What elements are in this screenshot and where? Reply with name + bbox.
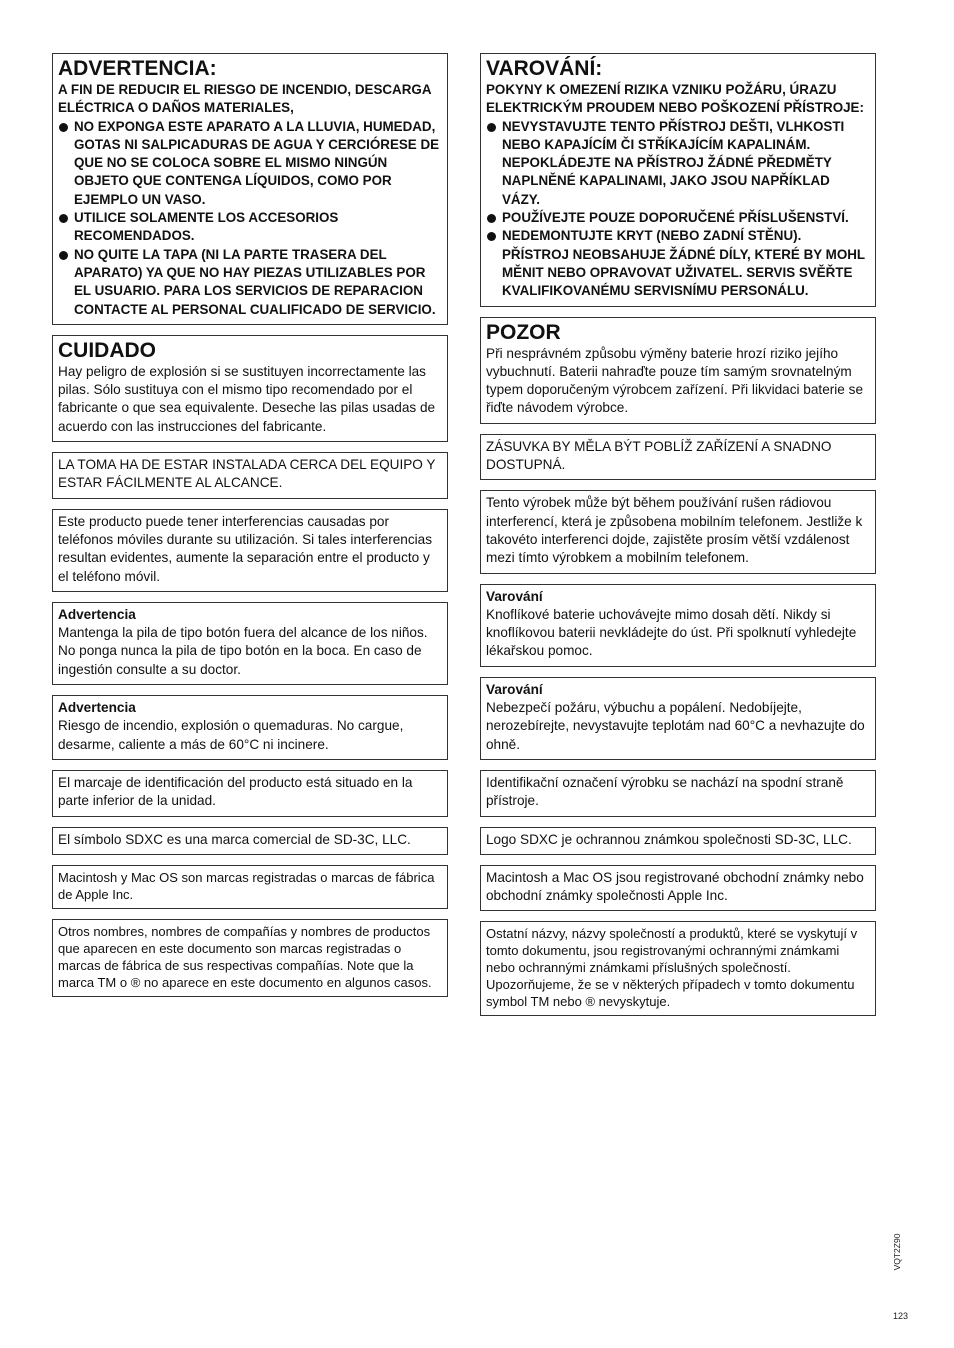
varovani-bullet-text: NEDEMONTUJTE KRYT (NEBO ZADNÍ STĚNU). PŘÍSTROJ NEOBSAHUJE ŽÁDNÉ DÍLY, KTERÉ BY MOHL MĚNIT NEBO OPRAVOVAT UŽIVATEL. SERVIS SVĚŘTE KVALIFIKOVANÉMU SERVISNÍMU PERSONÁLU. [502, 228, 865, 299]
mac-box [52, 865, 448, 909]
right-column [480, 53, 876, 1026]
cuidado-box [52, 335, 448, 442]
zasuvka-text: ZÁSUVKA BY MĚLA BÝT POBLÍŽ ZAŘÍZENÍ A SNADNO DOSTUPNÁ. [486, 438, 832, 473]
oznaceni-text: Identifikační označení výrobku se nachází na spodní straně přístroje. [486, 774, 844, 809]
sdxc-cz-box [480, 827, 876, 855]
interferencias-text: Este producto puede tener interferencias causadas por teléfonos móviles durante su utilización. Si tales interferencias resultan evidentes, aumente la separación entre el producto y el teléfono móvil. [58, 513, 433, 584]
bullet-dot-icon [487, 232, 496, 241]
varovani-box [480, 53, 876, 307]
left-column [52, 53, 448, 1007]
toma-text: LA TOMA HA DE ESTAR INSTALADA CERCA DEL EQUIPO Y ESTAR FÁCILMENTE AL ALCANCE. [58, 457, 436, 491]
varovani-baterie-box [480, 584, 876, 667]
otros-text: Otros nombres, nombres de compañías y nombres de productos que aparecen en este documento son marcas registradas o marcas de fábrica de sus respectivas compañías. Note que la marca TM o ® no aparece en este documento en algunos casos. [58, 923, 432, 990]
interferencias-box [52, 509, 448, 592]
advertencia-incendio-title: Advertencia [58, 700, 136, 716]
varovani-pozar-text: Nebezpečí požáru, výbuchu a popálení. Nedobíjejte, nerozebírejte, nevystavujte teplotám nad 60°C a nevhazujte do ohně. [486, 700, 865, 752]
pozor-text: Při nesprávném způsobu výměny baterie hrozí riziko jejího vybuchnutí. Baterii nahraďte pouze tím samým srovnatelným typem doporučeným výrobcem zařízení. Při likvidaci baterie se řiďte návodem výrobce. [486, 345, 864, 416]
ostatni-box [480, 921, 876, 1016]
varovani-bullet-list [486, 118, 870, 301]
advertencia-bullet-text: NO EXPONGA ESTE APARATO A LA LLUVIA, HUMEDAD, GOTAS NI SALPICADURAS DE AGUA Y CERCIÓRESE DE QUE NO SE COLOCA SOBRE EL MISMO NINGÚN OBJETO QUE CONTENGA LÍQUIDOS, COMO POR EJEMPLO UN VASO. [74, 118, 440, 207]
zasuvka-box [480, 434, 876, 481]
varovani-heading: VAROVÁNÍ: [486, 57, 603, 80]
toma-box [52, 452, 448, 499]
varovani-pozar-box [480, 677, 876, 760]
advertencia-incendio-box [52, 695, 448, 760]
ruseni-box [480, 490, 876, 573]
marcaje-text: El marcaje de identificación del producto está situado en la parte inferior de la unidad. [58, 774, 413, 809]
advertencia-bullet [58, 118, 442, 209]
mac-text: Macintosh y Mac OS son marcas registradas o marcas de fábrica de Apple Inc. [58, 869, 435, 902]
varovani-bullet [486, 227, 870, 300]
bullet-dot-icon [59, 251, 68, 260]
pozor-heading: POZOR [486, 320, 561, 344]
advertencia-bullet-list [58, 118, 442, 319]
cuidado-text: Hay peligro de explosión si se sustituyen incorrectamente las pilas. Sólo sustituya con el mismo tipo recomendado por el fabricante o que sea equivalente. Deseche las pilas usadas de acuerdo con las instrucciones del fabricante. [58, 363, 436, 434]
page-number: 123 [892, 1311, 908, 1321]
mac-cz-box [480, 865, 876, 912]
advertencia-pila-box [52, 602, 448, 685]
document-code-text: VQT2Z90 [892, 1233, 902, 1271]
varovani-bullet-text: POUŽÍVEJTE POUZE DOPORUČENÉ PŘÍSLUŠENSTVÍ. [502, 210, 849, 226]
varovani-bullet-text: NEVYSTAVUJTE TENTO PŘÍSTROJ DEŠTI, VLHKOSTI NEBO KAPAJÍCÍM ČI STŘÍKAJÍCÍM KAPALINÁM. NEPOKLÁDEJTE NA PŘÍSTROJ ŽÁDNÉ PŘEDMĚTY NAPLNĚNÉ KAPALINAMI, JAKO JSOU NAPŘÍKLAD VÁZY. [502, 118, 845, 207]
bullet-dot-icon [487, 123, 496, 132]
advertencia-bullet [58, 246, 442, 319]
oznaceni-box [480, 770, 876, 817]
document-code [884, 1222, 910, 1282]
sdxc-box [52, 827, 448, 855]
varovani-bullet [486, 118, 870, 209]
ostatni-text: Ostatní názvy, názvy společností a produktů, které se vyskytují v tomto dokumentu, jsou registrovanými ochrannými známkami nebo ochrannými známkami příslušných společností. Upozorňujeme, že se v některých případech v tomto dokumentu symbol TM nebo ® nevyskytuje. [486, 926, 858, 1010]
advertencia-box [52, 53, 448, 325]
varovani-pozar-title: Varování [486, 681, 543, 697]
varovani-baterie-text: Knoflíkové baterie uchovávejte mimo dosah dětí. Nikdy si knoflíkovou baterii nevkládejte do úst. Při spolknutí vyhledejte lékařskou pomoc. [486, 606, 857, 659]
mac-cz-text: Macintosh a Mac OS jsou registrované obchodní známky nebo obchodní známky společnosti Apple Inc. [486, 869, 864, 904]
marcaje-box [52, 770, 448, 817]
advertencia-bullet-text: NO QUITE LA TAPA (NI LA PARTE TRASERA DEL APARATO) YA QUE NO HAY PIEZAS UTILIZABLES POR EL USUARIO. PARA LOS SERVICIOS DE REPARACION CONTACTE AL PERSONAL CUALIFICADO DE SERVICIO. [74, 246, 436, 317]
otros-box [52, 919, 448, 997]
varovani-intro: POKYNY K OMEZENÍ RIZIKA VZNIKU POŽÁRU, ÚRAZU ELEKTRICKÝM PROUDEM NEBO POŠKOZENÍ PŘÍSTROJE: [486, 82, 864, 116]
advertencia-bullet [58, 209, 442, 246]
advertencia-pila-text: Mantenga la pila de tipo botón fuera del alcance de los niños. No ponga nunca la pila de tipo botón en la boca. En caso de ingestión consulte a su doctor. [58, 625, 428, 677]
bullet-dot-icon [59, 123, 68, 132]
cuidado-heading: CUIDADO [58, 338, 156, 362]
sdxc-cz-text: Logo SDXC je ochrannou známkou společnosti SD-3C, LLC. [486, 831, 852, 847]
advertencia-incendio-text: Riesgo de incendio, explosión o quemaduras. No cargue, desarme, caliente a más de 60°C ni incinere. [58, 718, 404, 752]
varovani-baterie-title: Varování [486, 588, 543, 604]
bullet-dot-icon [487, 214, 496, 223]
ruseni-text: Tento výrobek může být během používání rušen rádiovou interferencí, která je způsobena mobilním telefonem. Jestliže k takovéto interferenci dojde, zajistěte prosím větší vzdálenost mezi tímto výrobkem a mobilním telefonem. [486, 495, 863, 566]
bullet-dot-icon [59, 214, 68, 223]
pozor-box [480, 317, 876, 424]
sdxc-text: El símbolo SDXC es una marca comercial de SD-3C, LLC. [58, 831, 411, 847]
advertencia-heading: ADVERTENCIA: [58, 57, 217, 80]
advertencia-bullet-text: UTILICE SOLAMENTE LOS ACCESORIOS RECOMENDADOS. [74, 210, 339, 244]
varovani-bullet [486, 209, 870, 227]
advertencia-intro: A FIN DE REDUCIR EL RIESGO DE INCENDIO, DESCARGA ELÉCTRICA O DAÑOS MATERIALES, [58, 82, 431, 116]
advertencia-pila-title: Advertencia [58, 606, 136, 622]
